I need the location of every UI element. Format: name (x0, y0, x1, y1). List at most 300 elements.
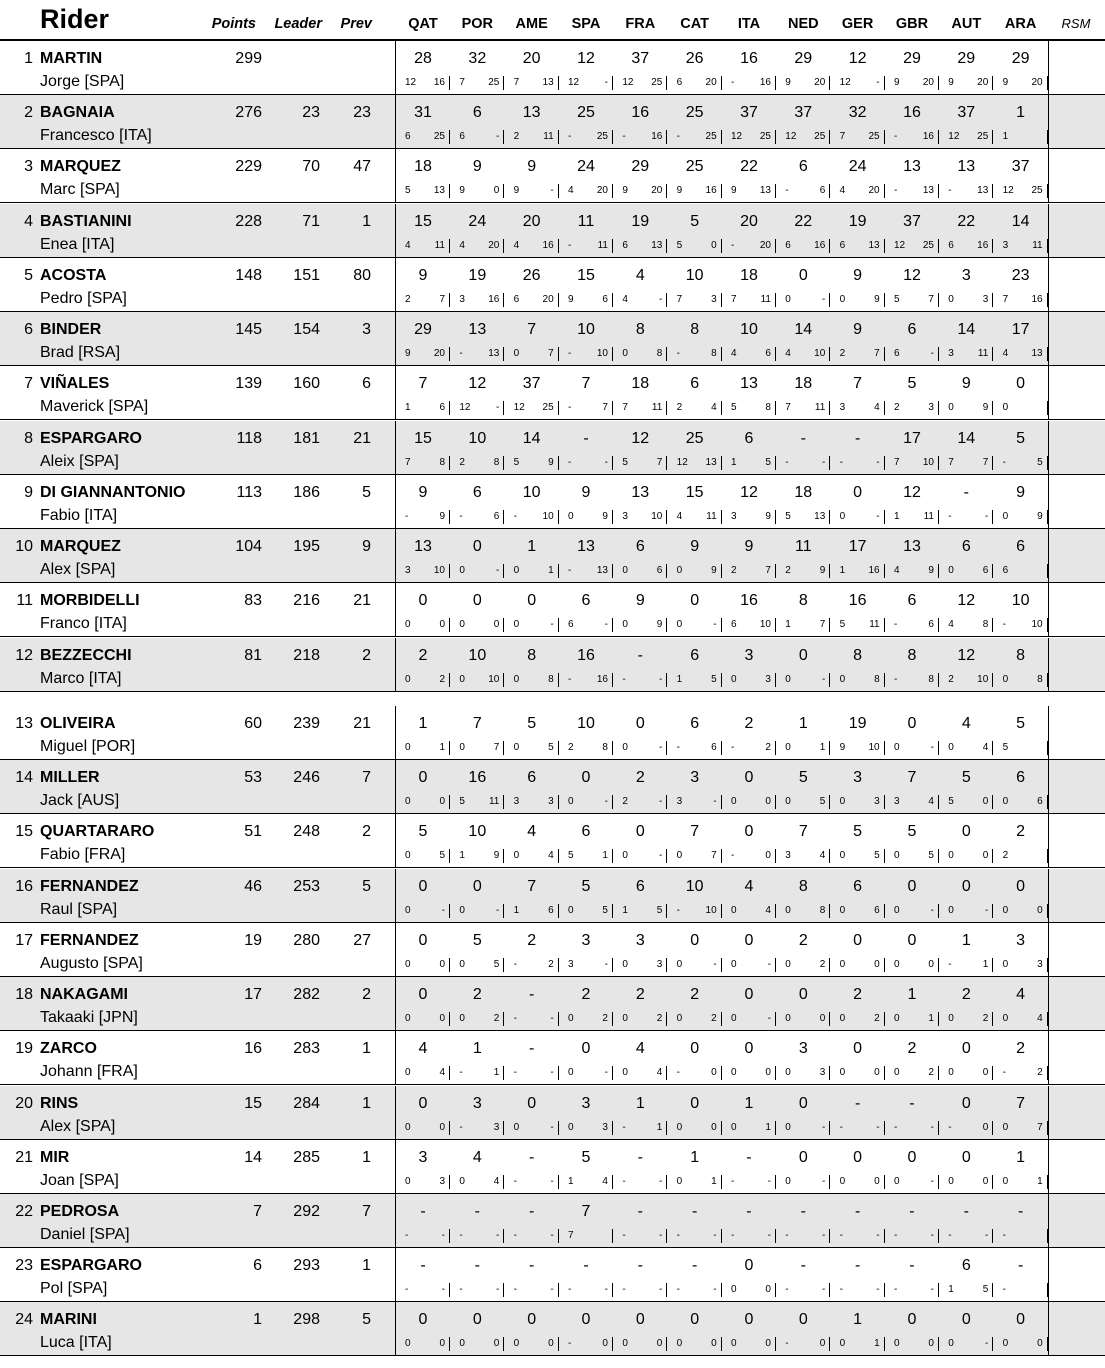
sprint-points: 9 (785, 77, 791, 88)
race-total-points: 0 (744, 1040, 754, 1057)
race-cell-ned (776, 475, 830, 528)
rider-first-name-country: Joan [SPA] (40, 1172, 119, 1189)
race-total-points: 9 (581, 484, 591, 501)
race-total-points: 13 (468, 321, 487, 338)
race-points: - (658, 1176, 663, 1187)
rider-row (0, 1194, 1105, 1248)
race-cell-cat (668, 706, 722, 759)
race-total-points: - (1017, 1203, 1024, 1220)
race-cell-fra (613, 421, 667, 474)
race-cell-gbr (885, 95, 939, 148)
race-total-points: 0 (744, 769, 754, 786)
race-points: - (550, 1067, 554, 1078)
race-cell-qat (396, 149, 450, 202)
race-points: 16 (651, 131, 663, 142)
race-total-points: 0 (907, 878, 917, 895)
race-total-points: 9 (744, 538, 754, 555)
race-cell-ned (776, 1140, 830, 1193)
sprint-points: 0 (893, 1338, 900, 1349)
race-header-por: POR (461, 16, 494, 32)
race-cell-por (450, 869, 504, 922)
race-cell-spa (559, 814, 613, 867)
prev-gap-value: 5 (362, 878, 371, 895)
sprint-points: 0 (839, 294, 846, 305)
race-points: 5 (765, 457, 771, 468)
race-cell-cat (668, 583, 722, 636)
sprint-points: 0 (405, 1338, 411, 1349)
race-total-points: 10 (685, 878, 704, 895)
race-total-points: 0 (853, 484, 863, 501)
leader-column-header: Leader (274, 16, 322, 32)
race-cell-qat (396, 1086, 450, 1139)
race-total-points: 18 (740, 267, 758, 284)
race-points: - (441, 905, 445, 916)
sprint-points: 2 (405, 294, 411, 305)
sprint-points: 12 (567, 77, 580, 88)
race-total-points: - (420, 1203, 426, 1220)
race-cell-por (450, 1086, 504, 1139)
rider-row (0, 258, 1105, 312)
race-points: 7 (819, 619, 826, 630)
race-total-points: 12 (957, 592, 976, 609)
rsm-column-border (1048, 1086, 1049, 1139)
race-points: 25 (488, 77, 500, 88)
race-total-points: 2 (527, 932, 537, 949)
race-points: 0 (765, 850, 771, 861)
race-points: 0 (819, 1338, 826, 1349)
race-total-points: - (746, 1203, 752, 1220)
race-points: - (767, 1013, 771, 1024)
race-cell-ger (831, 366, 885, 419)
race-total-points: 9 (472, 158, 482, 175)
sprint-points: - (513, 1284, 517, 1295)
race-cell-ned (776, 869, 830, 922)
race-cell-ger (831, 95, 885, 148)
prev-gap-value: 47 (353, 158, 371, 175)
race-points: 10 (705, 905, 717, 916)
race-total-points: 16 (903, 104, 921, 121)
race-points: 0 (874, 959, 880, 970)
race-cell-ned (776, 529, 830, 582)
race-points: 20 (868, 185, 880, 196)
race-points: 0 (819, 1013, 826, 1024)
rider-last-name: BEZZECCHI (40, 647, 132, 664)
leader-gap-value: 246 (293, 769, 320, 786)
sprint-points: 0 (459, 959, 465, 970)
race-points: 0 (439, 959, 445, 970)
race-total-points: - (528, 1203, 535, 1220)
sprint-points: 0 (567, 905, 574, 916)
sprint-points: 2 (1002, 850, 1009, 861)
rider-last-name: MILLER (40, 769, 100, 786)
race-cell-fra (613, 1302, 667, 1355)
race-cell-ned (776, 204, 830, 257)
race-points: - (658, 294, 663, 305)
sprint-points: 6 (459, 131, 465, 142)
race-total-points: 29 (414, 321, 432, 338)
race-cell-ita (722, 583, 776, 636)
sprint-points: - (567, 1338, 572, 1349)
sprint-points: - (893, 619, 898, 630)
race-total-points: 9 (853, 267, 863, 284)
rider-position: 5 (24, 267, 33, 284)
sprint-points: 7 (405, 457, 411, 468)
race-points: - (984, 905, 989, 916)
race-total-points: 3 (961, 267, 971, 284)
race-points: 13 (922, 185, 934, 196)
race-points: 4 (493, 1176, 500, 1187)
race-total-points: 37 (740, 104, 758, 121)
sprint-points: - (948, 1122, 952, 1133)
sprint-points: 4 (1002, 348, 1009, 359)
sprint-points: - (459, 1284, 463, 1295)
sprint-points: 0 (622, 959, 628, 970)
race-points: 20 (759, 240, 771, 251)
race-total-points: 2 (581, 986, 591, 1003)
sprint-points: 0 (948, 1338, 954, 1349)
race-total-points: 8 (798, 592, 808, 609)
points-value: 118 (236, 430, 262, 447)
sprint-points: 2 (567, 742, 574, 753)
sprint-points: 3 (1002, 240, 1009, 251)
race-points: 0 (765, 796, 771, 807)
race-points: 0 (711, 1067, 717, 1078)
race-cell-ger (831, 1302, 885, 1355)
race-total-points: 29 (957, 50, 976, 67)
rider-first-name-country: Francesco [ITA] (40, 127, 152, 144)
race-cell-ita (722, 204, 776, 257)
race-cell-aut (939, 638, 993, 691)
sprint-points: 7 (730, 294, 737, 305)
rider-row (0, 869, 1105, 923)
sprint-points: 6 (785, 240, 791, 251)
race-cell-ita (722, 1140, 776, 1193)
race-cell-ame (505, 706, 559, 759)
rider-last-name: FERNANDEZ (40, 878, 139, 895)
race-total-points: 9 (418, 484, 428, 501)
race-cell-ita (722, 1194, 776, 1247)
sprint-points: 0 (893, 1013, 900, 1024)
race-cell-qat (396, 1248, 450, 1301)
sprint-points: 0 (1002, 959, 1009, 970)
race-points: 20 (542, 294, 554, 305)
race-total-points: 9 (527, 158, 537, 175)
points-value: 83 (244, 592, 262, 609)
sprint-points: 1 (676, 674, 683, 685)
race-points: 8 (819, 905, 826, 916)
race-header-spa: SPA (571, 16, 601, 32)
race-cell-aut (939, 1302, 993, 1355)
race-total-points: 0 (907, 715, 917, 732)
race-points: 20 (596, 185, 608, 196)
race-points: 3 (874, 796, 880, 807)
sprint-points: 3 (459, 294, 465, 305)
race-cell-aut (939, 529, 993, 582)
race-points: 25 (922, 240, 934, 251)
race-total-points: 25 (685, 430, 704, 447)
race-total-points: 0 (690, 1095, 700, 1112)
race-points: - (876, 1284, 880, 1295)
race-points: 25 (596, 131, 608, 142)
sprint-points: - (893, 1230, 898, 1241)
race-cell-ame (505, 869, 559, 922)
sprint-points: - (405, 511, 409, 522)
race-cell-aut (939, 204, 993, 257)
race-total-points: 0 (635, 715, 645, 732)
sprint-points: 2 (948, 674, 954, 685)
race-cell-fra (613, 41, 667, 94)
race-total-points: 7 (581, 375, 591, 392)
sprint-points: - (730, 1176, 735, 1187)
race-cell-spa (559, 706, 613, 759)
race-cell-gbr (885, 1140, 939, 1193)
race-points: 6 (656, 565, 663, 576)
race-points: 5 (548, 742, 554, 753)
race-total-points: 5 (472, 932, 482, 949)
race-points: 20 (814, 77, 826, 88)
race-total-points: 14 (1011, 213, 1030, 230)
sprint-points: 0 (730, 1067, 737, 1078)
race-points: 1 (765, 1122, 771, 1133)
race-cell-fra (613, 1248, 667, 1301)
race-total-points: 0 (418, 1311, 428, 1328)
rider-first-name-country: Augusto [SPA] (40, 955, 143, 972)
race-total-points: 4 (635, 267, 645, 284)
race-cell-spa (559, 1248, 613, 1301)
sprint-points: 0 (839, 796, 846, 807)
race-points: - (658, 742, 663, 753)
race-points: 8 (602, 742, 608, 753)
race-total-points: 0 (798, 267, 808, 284)
race-points: 13 (705, 457, 717, 468)
race-total-points: 0 (690, 1040, 700, 1057)
race-points: 25 (542, 402, 554, 413)
race-points: 4 (439, 1067, 445, 1078)
race-total-points: 0 (472, 538, 482, 555)
rider-last-name: ESPARGARO (40, 430, 142, 447)
sprint-points: 0 (730, 1338, 737, 1349)
race-points: - (984, 1338, 989, 1349)
race-points: 8 (928, 674, 934, 685)
rider-first-name-country: Jack [AUS] (40, 792, 120, 809)
leader-gap-value: 195 (293, 538, 320, 555)
race-cell-qat (396, 706, 450, 759)
race-total-points: 6 (581, 592, 591, 609)
race-cell-cat (668, 421, 722, 474)
race-cell-ger (831, 814, 885, 867)
sprint-points: 0 (893, 850, 900, 861)
leader-gap-value: 23 (302, 104, 320, 121)
sprint-points: - (730, 77, 735, 88)
rsm-column-border (1048, 923, 1049, 976)
race-total-points: 13 (577, 538, 595, 555)
race-points: 9 (819, 565, 826, 576)
rider-last-name: BAGNAIA (40, 104, 115, 121)
prev-gap-value: 3 (362, 321, 371, 338)
race-points: 11 (651, 402, 663, 413)
race-cell-aut (939, 583, 993, 636)
race-cell-ita (722, 814, 776, 867)
race-cell-aut (939, 814, 993, 867)
race-points: 10 (1031, 619, 1043, 630)
race-cell-aut (939, 1248, 993, 1301)
race-cell-gbr (885, 923, 939, 976)
race-points: 4 (765, 905, 771, 916)
rider-row (0, 1140, 1105, 1194)
race-total-points: 6 (853, 878, 863, 895)
race-total-points: 25 (685, 158, 704, 175)
race-total-points: 0 (853, 1040, 863, 1057)
race-points: 5 (1037, 457, 1043, 468)
points-value: 81 (244, 647, 262, 664)
race-points: - (821, 1176, 826, 1187)
sprint-points: 3 (948, 348, 954, 359)
sprint-points: 0 (948, 1013, 954, 1024)
race-points: 6 (819, 185, 826, 196)
race-total-points: 16 (577, 647, 595, 664)
race-total-points: 6 (635, 878, 645, 895)
rider-position: 24 (15, 1311, 33, 1328)
race-points: 10 (488, 674, 500, 685)
rider-row (0, 149, 1105, 203)
race-cell-ger (831, 583, 885, 636)
race-points: 10 (868, 742, 880, 753)
race-total-points: - (583, 430, 589, 447)
race-points: 9 (765, 511, 771, 522)
race-total-points: 29 (631, 158, 650, 175)
race-cell-gbr (885, 760, 939, 813)
race-cell-ned (776, 149, 830, 202)
race-cell-por (450, 977, 504, 1030)
race-cell-ame (505, 149, 559, 202)
rider-column-header: Rider (40, 4, 110, 34)
race-total-points: 0 (853, 1149, 863, 1166)
race-total-points: 14 (957, 321, 976, 338)
sprint-points: 0 (730, 905, 737, 916)
race-points: - (984, 1230, 989, 1241)
sprint-points: - (405, 1230, 409, 1241)
race-total-points: 6 (527, 769, 537, 786)
points-value: 15 (244, 1095, 262, 1112)
race-cell-qat (396, 869, 450, 922)
race-points: 4 (1037, 1013, 1043, 1024)
sprint-points: 7 (622, 402, 628, 413)
race-points: 0 (439, 796, 445, 807)
sprint-points: 0 (948, 565, 954, 576)
race-points: 20 (651, 185, 663, 196)
sprint-points: 0 (1002, 1338, 1009, 1349)
sprint-points: 0 (622, 565, 628, 576)
points-value: 276 (235, 104, 262, 121)
rider-position: 19 (15, 1040, 33, 1057)
points-value: 51 (244, 823, 262, 840)
race-cell-spa (559, 258, 613, 311)
race-cell-qat (396, 475, 450, 528)
race-cell-fra (613, 204, 667, 257)
sprint-points: - (785, 1284, 789, 1295)
race-total-points: 2 (744, 715, 754, 732)
race-total-points: 3 (581, 932, 591, 949)
race-cell-ger (831, 638, 885, 691)
race-cell-fra (613, 95, 667, 148)
race-total-points: 1 (635, 1095, 645, 1112)
sprint-points: 0 (676, 565, 683, 576)
rsm-column-border (1048, 814, 1049, 867)
race-total-points: 0 (418, 986, 428, 1003)
rider-first-name-country: Jorge [SPA] (40, 73, 125, 90)
race-cell-gbr (885, 149, 939, 202)
race-total-points: 10 (468, 430, 487, 447)
race-cell-fra (613, 760, 667, 813)
race-cell-fra (613, 1086, 667, 1139)
race-total-points: 0 (798, 1311, 808, 1328)
sprint-points: 0 (893, 1176, 900, 1187)
sprint-points: - (459, 1122, 463, 1133)
leader-gap-value: 151 (293, 267, 320, 284)
race-cell-spa (559, 1031, 613, 1084)
sprint-points: - (459, 1067, 463, 1078)
race-total-points: 8 (690, 321, 700, 338)
rider-last-name: FERNANDEZ (40, 932, 139, 949)
race-total-points: - (1017, 1257, 1024, 1274)
race-total-points: - (854, 1203, 861, 1220)
race-points: 7 (711, 850, 717, 861)
race-cell-ara (994, 1031, 1048, 1084)
race-cell-gbr (885, 977, 939, 1030)
race-points: - (658, 796, 663, 807)
race-cell-fra (613, 258, 667, 311)
race-total-points: 6 (744, 430, 754, 447)
sprint-points: 5 (893, 294, 900, 305)
sprint-points: 3 (785, 850, 791, 861)
race-cell-fra (613, 706, 667, 759)
race-points: 5 (602, 905, 608, 916)
prev-gap-value: 7 (362, 1203, 371, 1220)
race-total-points: - (909, 1257, 915, 1274)
rider-last-name: MARINI (40, 1311, 97, 1328)
race-cell-gbr (885, 1031, 939, 1084)
race-cell-spa (559, 583, 613, 636)
sprint-points: - (567, 565, 572, 576)
sprint-points: 5 (1002, 742, 1009, 753)
race-points: 4 (602, 1176, 608, 1187)
sprint-points: 0 (1002, 1176, 1009, 1187)
race-points: - (713, 1284, 717, 1295)
race-total-points: 0 (744, 932, 754, 949)
race-total-points: 10 (740, 321, 758, 338)
sprint-points: 0 (676, 1013, 683, 1024)
race-total-points: 5 (1016, 430, 1026, 447)
race-cell-fra (613, 1031, 667, 1084)
sprint-points: 2 (785, 565, 791, 576)
sprint-points: 0 (513, 674, 520, 685)
sprint-points: 0 (459, 1176, 465, 1187)
race-total-points: - (637, 647, 643, 664)
race-points: 1 (1037, 1176, 1043, 1187)
race-points: 20 (1031, 77, 1043, 88)
race-cell-fra (613, 1194, 667, 1247)
sprint-points: 3 (622, 511, 628, 522)
sprint-points: - (839, 1284, 843, 1295)
sprint-points: 5 (785, 511, 791, 522)
sprint-points: 0 (948, 905, 954, 916)
race-total-points: - (854, 1095, 861, 1112)
sprint-points: 0 (785, 1067, 791, 1078)
sprint-points: 0 (567, 1122, 574, 1133)
race-cell-ger (831, 529, 885, 582)
race-cell-ned (776, 923, 830, 976)
race-total-points: 5 (853, 823, 863, 840)
